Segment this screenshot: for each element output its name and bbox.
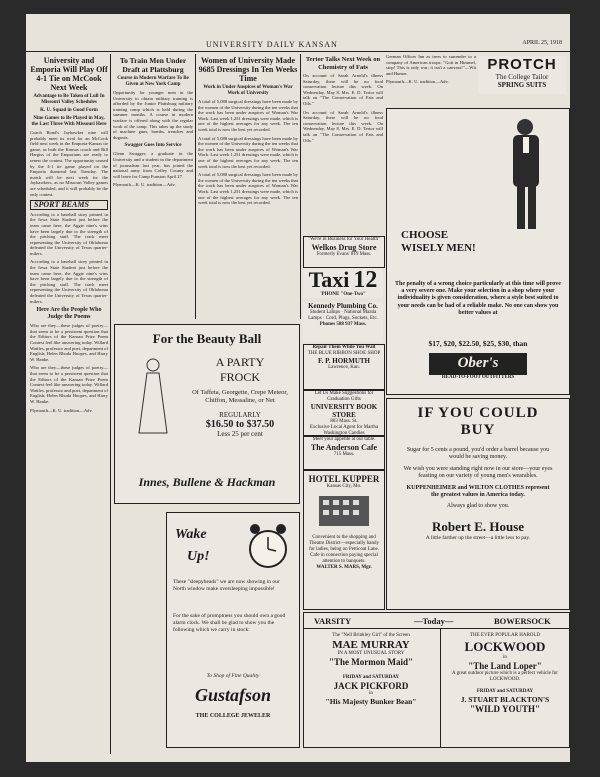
newspaper-page (26, 14, 570, 762)
taxi-number: 12 (353, 268, 378, 293)
choose-wisely-title: CHOOSE WISELY MEN! (401, 229, 476, 254)
ad-anderson (303, 436, 385, 470)
judges-body-repeat: Who are they—these judges of poetry—that seem to be a persistent question that the Editors of the Kansan Prize Poem Contest feel like answering today. Willard Wattles, professor and poet, department of English; Helen Rhoda Hoopes, and Harry W. Hanke. (30, 365, 108, 404)
mae-star: MAE MURRAY (332, 639, 410, 651)
lockwood-star: LOCKWOOD (464, 639, 546, 654)
house-title2: BUY (460, 422, 496, 438)
headline-emporia: University and Emporia Will Play Off 4-1 Tie on McCook Next Week (30, 56, 108, 92)
ad-kupper (303, 470, 385, 610)
subhead-plattsburg: Course in Modern Warfare To Be Given at New York Camp (117, 76, 189, 87)
house-body: Sugar for 5 cents a pound, you'd order a barrel because you would be saving money. (406, 447, 550, 461)
mae-sub: The "Nell Brinkley Girl" of the Screen (332, 633, 410, 638)
wisely-body: The penalty of a wrong choice particularly at this time will prove a very severe one. Make your selection in a shop where your individuality is given consideration, where a style best suited to your needs can be had of a reliable make. No one can show you better values at (395, 281, 561, 316)
bookstore-top: Let Us Make Suggestions for Graduation Gifts (314, 391, 374, 402)
sport-beams-box: SPORT BEAMS (30, 200, 108, 210)
column-divider (110, 54, 111, 754)
pickford-star: JACK PICKFORD (333, 681, 409, 691)
tertor-body: On account of Sarah Arnold's illness Saturday, there will be no food conservation lecture this week. On Wednesday, May 8, Mrs. E. D. Tertor will talk on "The Conservation of Fats and Oils." (303, 73, 383, 106)
gustafson-body: These "sleepyheads" we are now showing in our North window make oversleeping impossible! (173, 579, 280, 592)
subhead-lull: Advantage to Be Taken of Lull In Missouri Valley Schedules (33, 94, 105, 105)
headline-dressings: Women of University Made 9685 Dressings In Ten Weeks Time (198, 56, 298, 83)
kennedy-lines: Student Lamps · National Mazda Lamps · Cord, Plugs, Sockets, Etc. (308, 310, 378, 321)
hormuth-name: F. P. HORMUTH (318, 357, 370, 365)
house-body3: KUPPENHEIMER and WILTON CLOTHES represent the greatest values in America today. (406, 484, 550, 499)
wild-youth-film: "WILD YOUTH" (470, 704, 540, 714)
taxi-word: Taxi (308, 268, 350, 292)
tertor-body-repeat: On account of Sarah Arnold's illness Saturday, there will be no food conservation lecture this week. On Wednesday, May 8, Mrs. E. D. Tertor will talk on "The Conservation of Fats and Oils." (303, 109, 383, 143)
ad-house (386, 398, 570, 610)
german-officer-body: German Officer Inn as trees to surrender to a company of American troops: "Gott in Himmel, stop! This is only war; it isn't a canvass!"—Wit and Humor. (386, 54, 476, 76)
protch-name: PROTCH (487, 56, 557, 73)
wake-line2: Up! (187, 549, 210, 564)
headline-judges: Here Are the People Who Judge the Poems (36, 307, 102, 321)
kennedy-name: Kennedy Plumbing Co. (308, 302, 378, 310)
lockwood-in: in (503, 655, 507, 660)
welkos-name: Welkos Drug Store (311, 243, 377, 252)
fs2-label: FRIDAY and SATURDAY (476, 689, 534, 694)
store-signature: Innes, Bullene & Hackman (138, 475, 276, 489)
masthead-rule (26, 51, 570, 52)
anderson-top: Meet your appetite at our table. (312, 437, 376, 442)
gustafson-sub: THE COLLEGE JEWELER (195, 713, 271, 719)
ad-obers (386, 108, 570, 395)
mae-film: "The Mormon Maid" (329, 657, 413, 667)
wisely-prices: $17, $20, $22.50, $25, $30, than (428, 339, 528, 348)
frock-line2: FROCK (219, 370, 260, 384)
column-5-footer: Plymouth—K. U. tradition—Adv. (386, 79, 449, 85)
column-3 (198, 54, 298, 319)
man-in-suit-illustration (497, 115, 557, 235)
house-always: Always glad to show you. (446, 503, 510, 510)
column-1 (30, 54, 108, 754)
pickford-in: in (369, 691, 373, 696)
house-foot: A little farther up the street—a little less to pay. (425, 535, 531, 542)
gustafson-body2: For the sake of promptness you should own a good alarm clock. We shall be glad to show you the following which we carry in stock: (173, 613, 286, 633)
kennedy-phones: Phones 588 937 Mass. (319, 322, 367, 327)
ad-gustafson (166, 512, 300, 748)
dressings-body: A total of 5,088 surgical dressings have been made by the women of the University during the ten weeks that the work has been under auspices of Woman's War Work. Last week 1,251 dressings were made, which is one of the highest averages for any week. The ten week total is now the best yet recorded. (198, 99, 298, 132)
headline-tertor: Tertor Talks Next Week on Chemistry of Fats (305, 56, 381, 71)
column-2-footer: Plymouth—K. U. tradition—Adv. (113, 182, 176, 188)
column-5 (386, 54, 476, 109)
woman-in-frock-illustration (133, 355, 173, 435)
column-2 (113, 54, 193, 319)
frock-regularly: REGULARLY (219, 411, 261, 419)
theatre-rule (304, 628, 569, 629)
judges-body: Who are they—these judges of poetry—that seem to be a persistent question that the Editors of the Kansan Prize Poem Contest feel like answering today. Willard Wattles, professor and poet, department of English; Helen Rhoda Hoopes, and Harry W. Hanke. (30, 323, 108, 362)
hormuth-shop: THE BLUE RIBBON SHOE SHOP (307, 351, 381, 356)
welkos-top: "We're in Business for Your Health" (307, 237, 381, 242)
kupper-body: Convenient to the shopping and Theatre District—especially handy for ladies, being on Petticoat Lane. Cafe in connection paying special attention to banquets. (309, 535, 379, 564)
ad-taxi (303, 268, 383, 298)
dressings-body-repeat-2: A total of 5,088 surgical dressings have been made by the women of the University during the ten weeks that the work has been under auspices of Woman's War Work. Last week 1,251 dressings were made, which is one of the highest averages for any week. The ten week total is now the best yet recorded. (198, 172, 298, 206)
column-footer: Plymouth—K. U. tradition—Adv. (30, 407, 93, 413)
swagger-body: Glenn Swagger, a graduate in the University and a student in the department of journalism last year, has joined the national army from Coffey County and will leave for Camp Funston April 27. (113, 151, 193, 179)
house-body2: We wish you were standing right now in our store—your eyes feasting on our variety of young men's wearables. (403, 465, 553, 480)
beauty-title: For the Beauty Ball (152, 331, 262, 346)
alarm-clock-icon (243, 519, 293, 575)
subhead-squad: K. U. Squad in Good Form (40, 108, 98, 113)
article-body: Coach Bond's Jayhawker nine will probably meet its rival for an McCook field next week in the Emporia-Kansas tie game, as both the Kansas coach and Bill Hargiss of the Emporians are ready to renew the contest. The opportunity caused by the 4-1 tie game played on the Emporia diamond last Tuesday. The match will be next week for the Jayhawkers, as no Missouri Valley games are scheduled, and it will probably be the only contest. (30, 130, 108, 197)
masthead-date: APRIL 25, 1918 (522, 40, 562, 46)
welkos-line: Formerly Evans' 819 Mass. (316, 252, 372, 257)
kupper-city: Kansas City, Mo. (326, 484, 362, 489)
obers-logo: Ober's (429, 353, 527, 375)
today-label: —Today— (414, 616, 454, 626)
subhead-dressings: Work in Under Auspices of Woman's War Work of University (203, 85, 293, 96)
bookstore-name: UNIVERSITY BOOK STORE (310, 403, 378, 419)
mae-in: IN A MOST UNUSUAL STORY (337, 651, 405, 656)
bookstore-line: Exclusive Local Agent for Martha Washington Candies (309, 425, 379, 436)
theatre-divider (440, 629, 441, 747)
fs1-label: FRIDAY and SATURDAY (342, 675, 400, 680)
ad-welkos (303, 236, 385, 268)
masthead (26, 14, 570, 48)
gustafson-shop: To Shop of Fine Quality (206, 673, 260, 679)
plattsburg-body: Opportunity for younger men in the University to obtain military training is afforded by the Junior Plattsburg military training camp which is held during the summer months. A course in modern warfare is offered along with the regular work of the camp. This takes up the study of machine guns, bombs, trenches and dugouts. (113, 90, 193, 140)
bowersock-label: BOWERSOCK (494, 616, 551, 626)
ad-hormuth (303, 344, 385, 390)
lockwood-note: A great outdoor picture which is a perfect vehicle for LOCKWOOD. (452, 671, 558, 682)
wake-line1: Wake (175, 527, 207, 542)
kupper-name: HOTEL KUPPER (308, 474, 380, 484)
headline-plattsburg: To Train Men Under Draft at Plattsburg (119, 56, 187, 74)
hormuth-repair: Repair Them While You Wait (312, 345, 376, 350)
lockwood-sub: THE EVER POPULAR HAROLD (469, 633, 541, 638)
hormuth-addr: Lawrence, Kan. (328, 365, 360, 370)
ad-protch (478, 56, 566, 94)
ad-kennedy (303, 302, 383, 342)
blackton-star: J. STUART BLACKTON'S (460, 695, 550, 704)
frock-less: Less 25 per cent (217, 430, 263, 438)
column-divider (195, 54, 196, 319)
varsity-label: VARSITY (314, 616, 352, 626)
pickford-film: "His Majesty Bunker Bean" (325, 697, 417, 706)
ad-beauty-ball (114, 324, 300, 504)
protch-line2: The College Tailor (495, 73, 549, 81)
column-divider (300, 54, 301, 319)
headline-swagger: Swagger Goes Into Service (124, 143, 182, 149)
protch-line3: SPRING SUITS (497, 81, 547, 89)
column-4 (303, 54, 383, 234)
bookstore-addr: 803 Mass. St. (330, 419, 358, 424)
sport-beams-body-repeat: According to a baseball story printed in the Iowa State Student just before the team came here, the Aggie nine's wins have been largely due to the strength of the pitching staff. The track meet representing the University of Oklahoma defeated the University of Texas quarter-milers. (30, 259, 108, 304)
ad-bookstore (303, 390, 385, 436)
taxi-phone: 'PHONE "One-Two" (320, 292, 366, 297)
masthead-title: UNIVERSITY DAILY KANSAN (206, 40, 338, 49)
subhead-nine-games: Nine Games to Be Played in May, the Last Three With Missouri Here (31, 116, 107, 127)
frock-desc: Of Taffeta, Georgette, Crepe Meteor, Chiffon, Messaline, or Net (192, 389, 288, 404)
house-title1: IF YOU COULD (417, 405, 539, 421)
frock-line1: A PARTY (215, 355, 265, 369)
house-name: Robert E. House (431, 519, 525, 535)
obers-sub: HEAD-TO-FOOT OUTFITTERS (441, 375, 515, 380)
frock-price: $16.50 to $37.50 (205, 419, 275, 430)
gustafson-name: Gustafson (194, 685, 272, 705)
dressings-body-repeat: A total of 5,088 surgical dressings have been made by the women of the University during the ten weeks that the work has been under auspices of Woman's War Work. Last week 1,251 dressings were made, which is one of the highest averages for any week. The ten week total is now the best yet recorded. (198, 135, 298, 169)
anderson-addr: 715 Mass. (333, 452, 355, 457)
hotel-building-illustration (309, 492, 379, 528)
kupper-mgr: WALTER S. MARS, Mgr. (316, 565, 372, 570)
lockwood-film: "The Land Loper" (468, 661, 542, 671)
ad-theatres (303, 612, 570, 748)
sport-beams-body: According to a baseball story printed in the Iowa State Student just before the team came here, the Aggie nine's wins have been largely due to the strength of the pitching staff. The track meet representing the University of Oklahoma defeated the University of Texas quarter-milers. (30, 211, 108, 256)
anderson-name: The Anderson Cafe (310, 443, 378, 452)
